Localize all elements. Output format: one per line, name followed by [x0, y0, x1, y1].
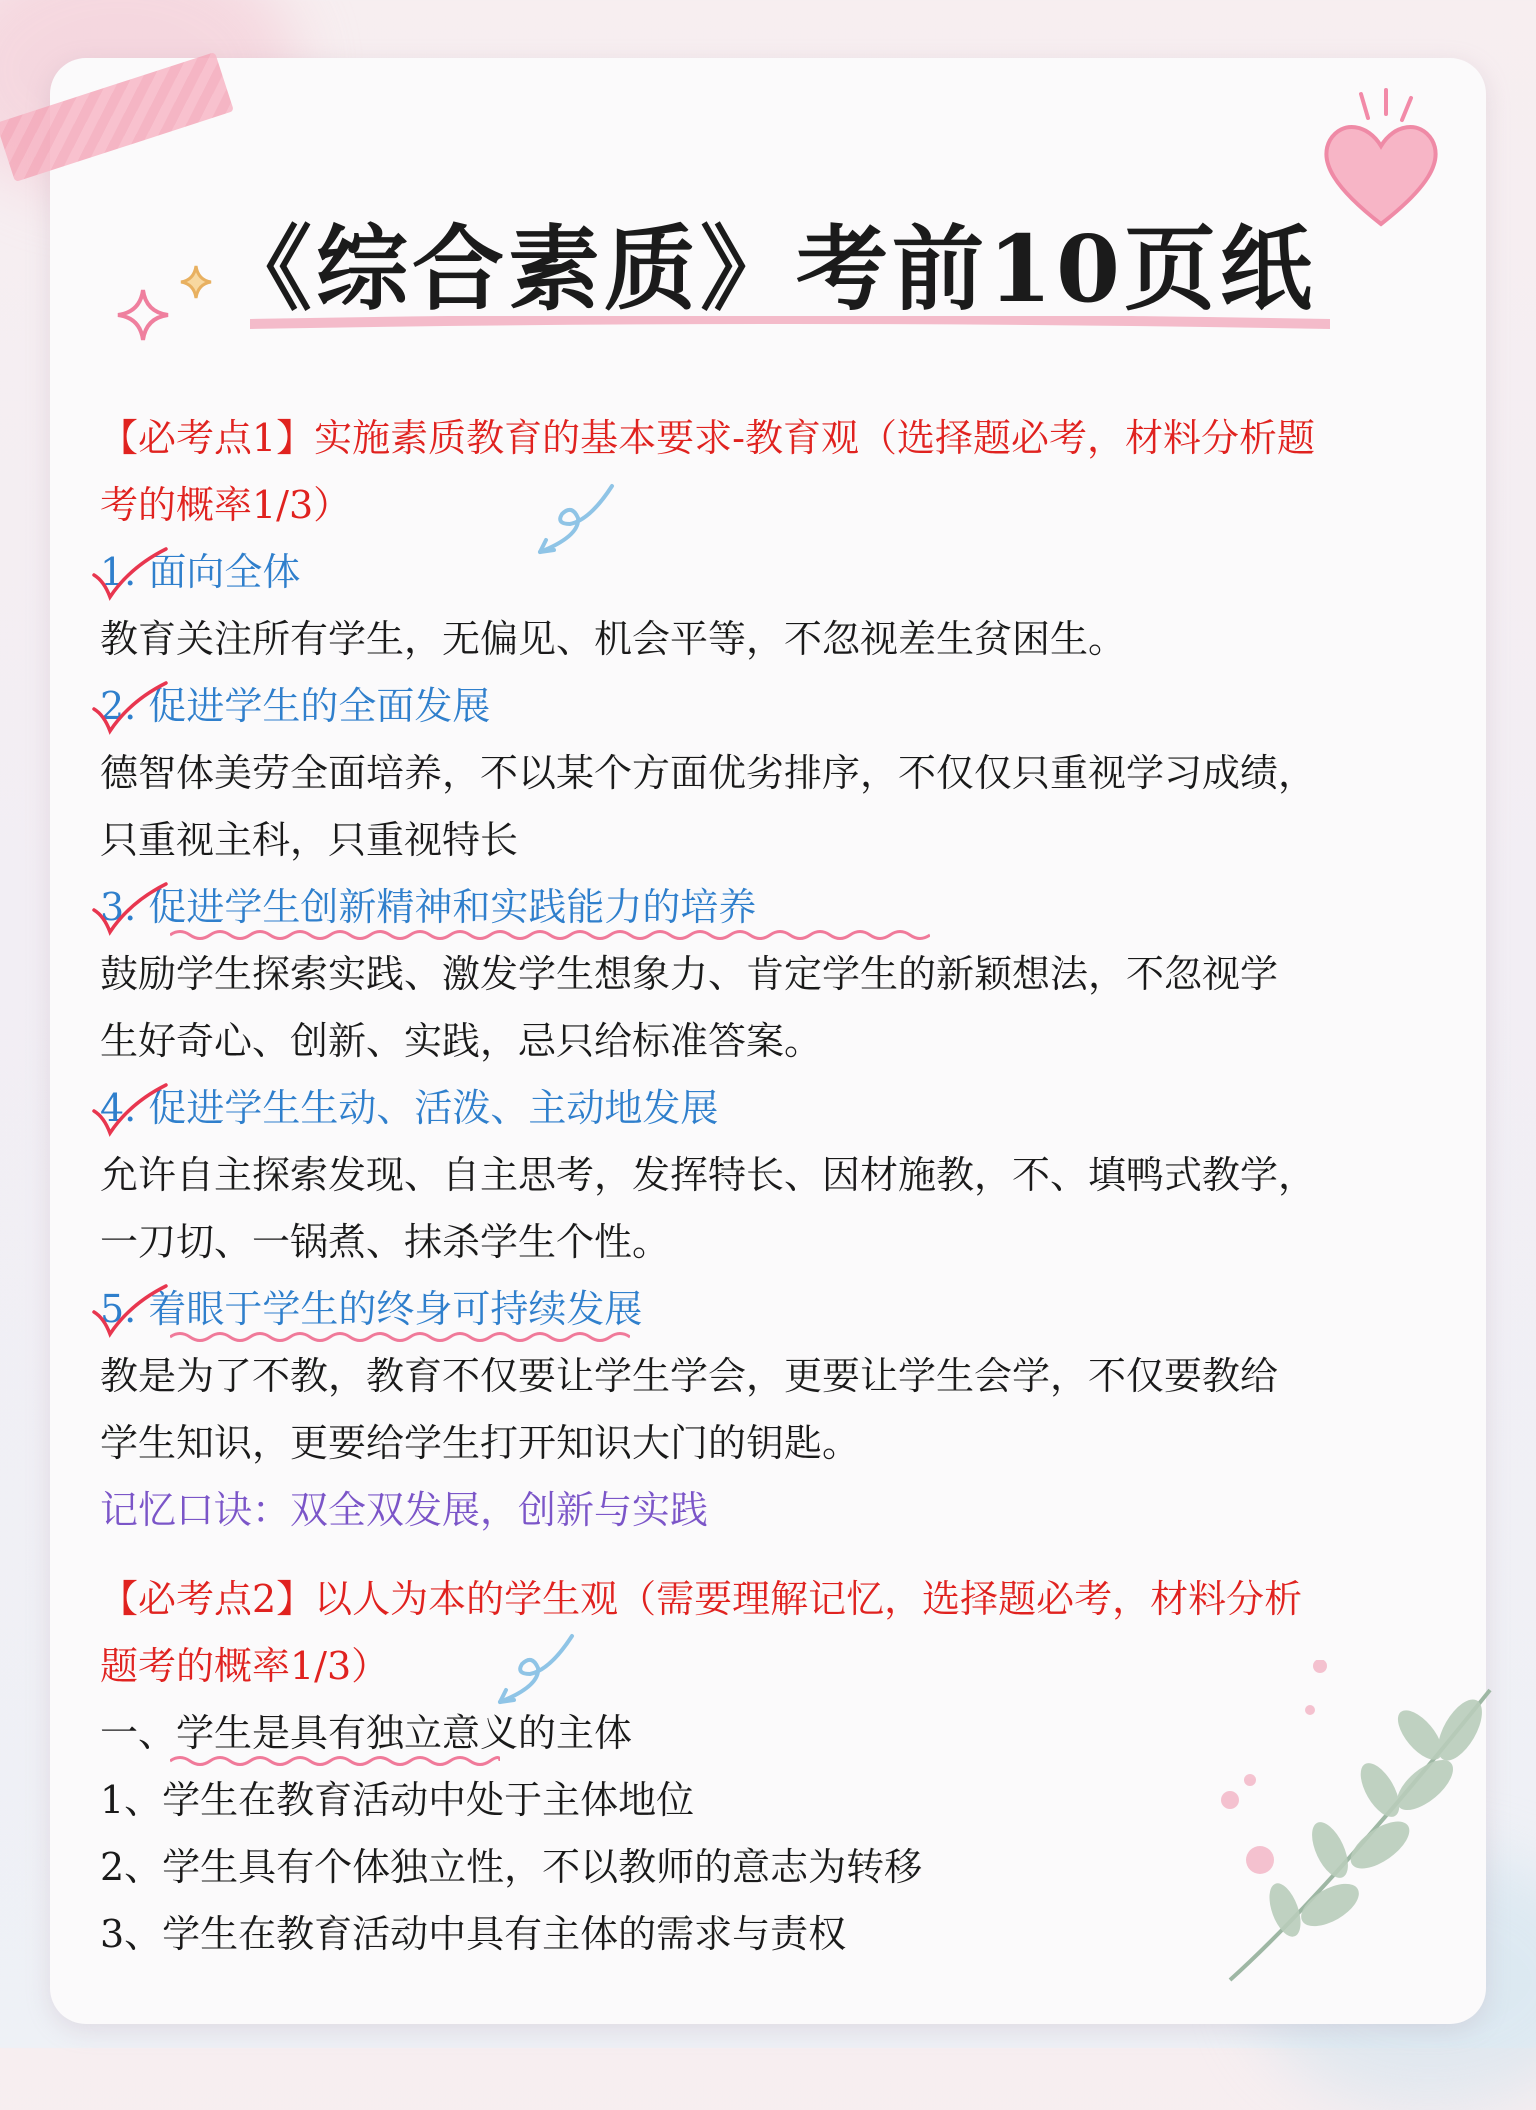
section2-subheading-text: 一、学生是具有独立意义的主体: [100, 1711, 633, 1755]
section1-item-text: 教是为了不教，教育不仅要让学生学会，更要让学生会学，不仅要教给: [100, 1354, 1279, 1398]
section1-item-text: 允许自主探索发现、自主思考，发挥特长、因材施教，不、填鸭式教学，: [100, 1153, 1317, 1197]
section2-point: 2、学生具有个体独立性，不以教师的意志为转移: [100, 1845, 923, 1889]
section1-item-text: 一刀切、一锅煮、抹杀学生个性。: [100, 1220, 671, 1264]
section2-header-line1: 【必考点2】以人为本的学生观（需要理解记忆，选择题必考，材料分析: [100, 1577, 1303, 1621]
squiggle-arrow-icon: [520, 480, 630, 570]
item-heading-text: 2. 促进学生的全面发展: [100, 684, 491, 728]
section1-item-heading: [100, 1276, 1470, 1343]
item-heading-text: 5. 着眼于学生的终身可持续发展: [100, 1287, 643, 1331]
section1-item-heading: [100, 539, 1470, 606]
section1-item-text: 德智体美劳全面培养，不以某个方面优劣排序，不仅仅只重视学习成绩，: [100, 751, 1317, 795]
squiggle-arrow-icon: [480, 1630, 590, 1720]
checkmark-icon: [90, 882, 180, 942]
checkmark-icon: [90, 681, 180, 741]
section1-header-line1: 【必考点1】实施素质教育的基本要求-教育观（选择题必考，材料分析题: [100, 416, 1316, 460]
item-heading-text: 1. 面向全体: [100, 550, 301, 594]
wavy-underline: [170, 1330, 630, 1344]
section1-item-heading: [100, 1075, 1470, 1142]
page-title: 《综合素质》考前10页纸: [219, 215, 1317, 323]
section1-item-text: 学生知识，更要给学生打开知识大门的钥匙。: [100, 1421, 861, 1465]
section1-item-text: 只重视主科，只重视特长: [100, 818, 519, 862]
section1-item-text: 鼓励学生探索实践、激发学生想象力、肯定学生的新颖想法，不忽视学: [100, 952, 1279, 996]
section1-item-text: 生好奇心、创新、实践，忌只给标准答案。: [100, 1019, 823, 1063]
section2-point: 1、学生在教育活动中处于主体地位: [100, 1778, 695, 1822]
section1-header-line2: 考的概率1/3）: [100, 483, 352, 527]
checkmark-icon: [90, 1284, 180, 1344]
mnemonic-text: 记忆口诀：双全双发展，创新与实践: [100, 1488, 709, 1532]
sparkle-icon: [108, 260, 218, 370]
section1-item-text: 教育关注所有学生，无偏见、机会平等，不忽视差生贫困生。: [100, 617, 1127, 661]
checkmark-icon: [90, 547, 180, 607]
item-heading-text: 4. 促进学生生动、活泼、主动地发展: [100, 1086, 719, 1130]
wavy-underline: [170, 928, 930, 942]
heart-icon: [1316, 84, 1446, 234]
leaf-branch-illustration: [1190, 1660, 1510, 1990]
item-heading-text: 3. 促进学生创新精神和实践能力的培养: [100, 885, 757, 929]
wavy-underline: [170, 1754, 500, 1768]
section2-header-line2: 题考的概率1/3）: [100, 1644, 390, 1688]
section1-item-heading: [100, 673, 1470, 740]
section2-point: 3、学生在教育活动中具有主体的需求与责权: [100, 1912, 847, 1956]
checkmark-icon: [90, 1083, 180, 1143]
title-underline-stroke: [250, 316, 1330, 330]
section1-item-heading: [100, 874, 1470, 941]
